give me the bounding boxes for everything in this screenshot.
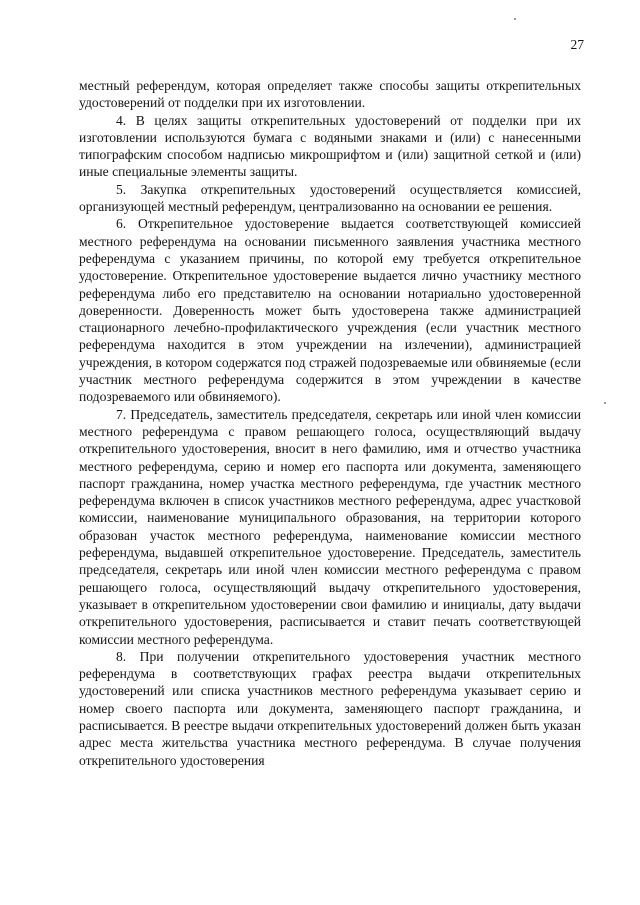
paragraph-item-4: 4. В целях защиты открепительных удостоверений от подделки при их изготовлении используются бумага с водяными знаками и (или) с нанесенными типографским способом надписью микрошрифтом и (или) защитной сеткой и (или) иные специальные элементы защиты. bbox=[79, 112, 581, 180]
paragraph-item-5: 5. Закупка открепительных удостоверений осуществляется комиссией, организующей местный референдум, централизованно на основании ее решения. bbox=[79, 181, 581, 215]
paragraph-item-8: 8. При получении открепительного удостоверения участник местного референдума в соответствующих графах реестра выдачи открепительных удостоверений или списка участников местного референдума указывает серию и номер своего паспорта или документа, заменяющего паспорт гражданина, и расписывается. В реестре выдачи открепительных удостоверений должен быть указан адрес места жительства участника местного референдума. В случае получения открепительного удостоверения bbox=[79, 648, 581, 768]
document-body bbox=[79, 77, 581, 769]
scan-speck bbox=[514, 18, 516, 20]
paragraph-item-6: 6. Открепительное удостоверение выдается соответствующей комиссией местного референдума на основании письменного заявления участника местного референдума с указанием причины, по которой ему требуется открепительное удостоверение. Открепительное удостоверение выдается лично участнику местного референдума либо его представителю на основании нотариально удостоверенной доверенности. Доверенность может быть удостоверена также администрацией стационарного лечебно-профилактического учреждения (если участник местного референдума находится в этом учреждении на излечении), администрацией учреждения, в котором содержатся под стражей подозреваемые или обвиняемые (если участник местного референдума содержится в этом учреждении в качестве подозреваемого или обвиняемого). bbox=[79, 216, 581, 405]
scan-speck bbox=[604, 402, 606, 404]
paragraph-item-7: 7. Председатель, заместитель председателя, секретарь или иной член комиссии местного референдума с правом решающего голоса, осуществляющий выдачу открепительного удостоверения, вносит в него фамилию, имя и отчество участника местного референдума, серию и номер его паспорта или документа, заменяющего паспорт гражданина, номер участка местного референдума, где участник местного референдума включен в список участников местного референдума, адрес участковой комиссии, наименование муниципального образования, на территории которого образован участок местного референдума, наименование комиссии местного референдума, выдавшей открепительное удостоверение. Председатель, заместитель председателя, секретарь или иной член комиссии местного референдума с правом решающего голоса, осуществляющий выдачу открепительного удостоверения, указывает в открепительном удостоверении свои фамилию и инициалы, дату выдачи открепительного удостоверения, расписывается и ставит печать соответствующей комиссии местного референдума. bbox=[79, 406, 581, 647]
paragraph-continuation: местный референдум, которая определяет также способы защиты открепительных удостоверений от подделки при их изготовлении. bbox=[79, 78, 581, 111]
page-number: 27 bbox=[570, 37, 584, 52]
